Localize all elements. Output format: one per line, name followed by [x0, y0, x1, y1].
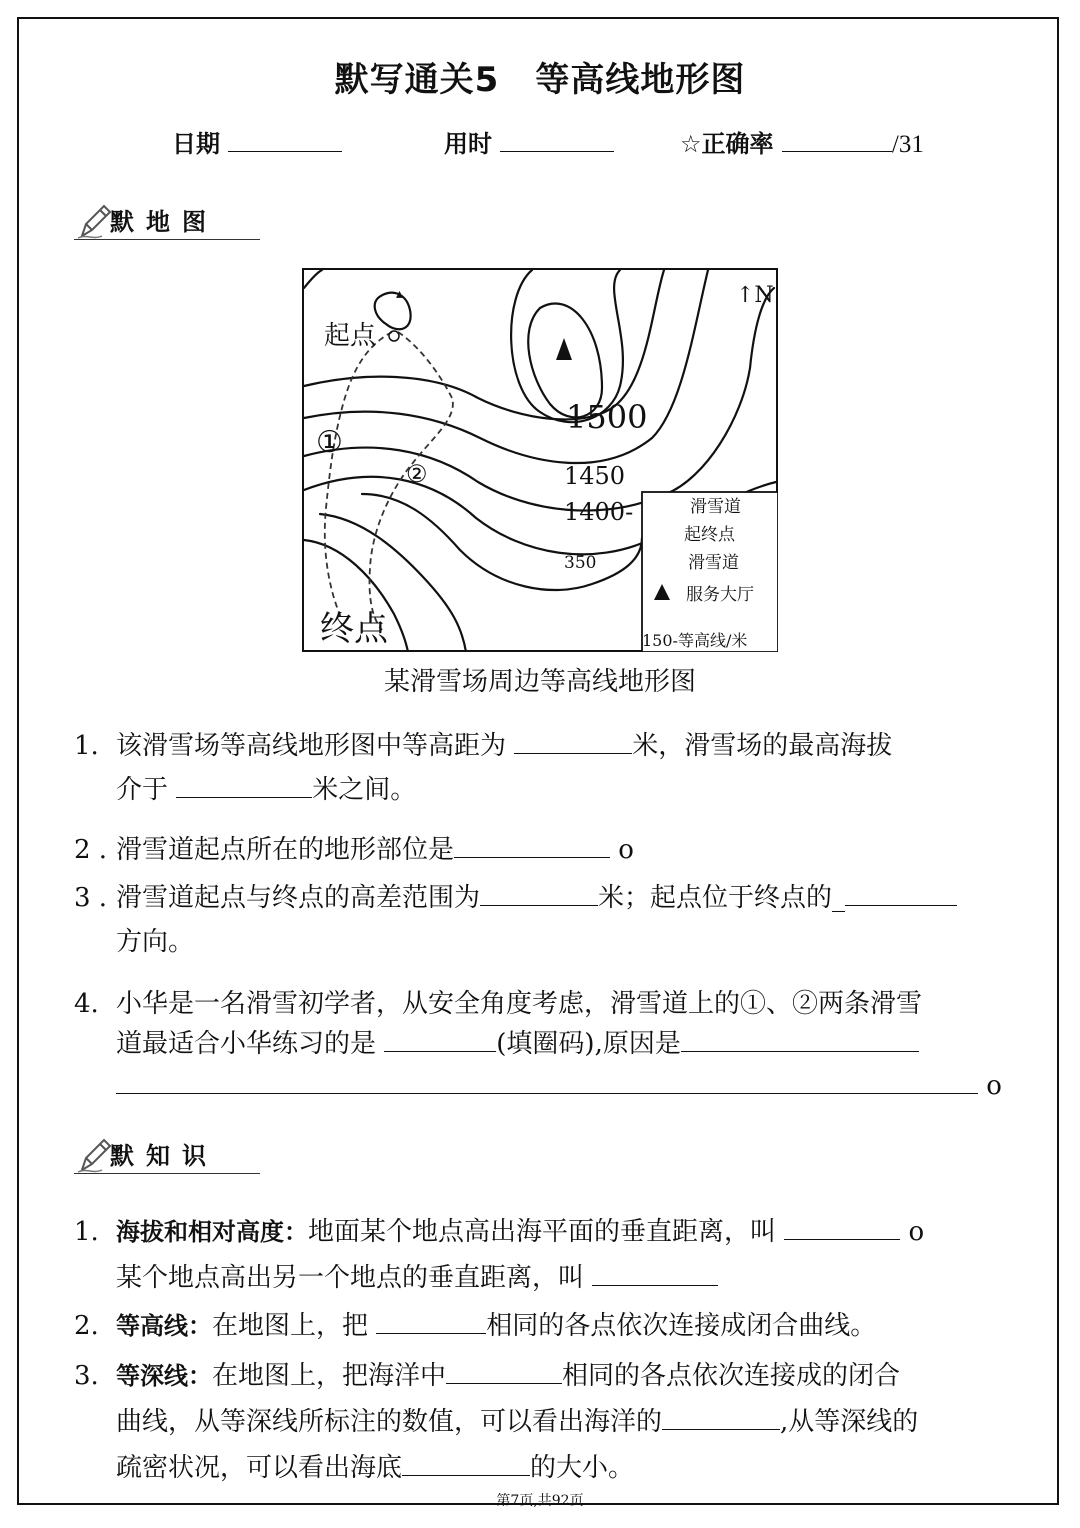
- time-field: [444, 124, 614, 159]
- question-2: [0, 828, 1080, 872]
- question-2-number: 2 .: [74, 835, 108, 865]
- question-4-end: o: [986, 1071, 1002, 1101]
- contour-label-1450: 1450: [564, 462, 626, 490]
- knowledge-2: [0, 1304, 1080, 1348]
- section-heading-map-label: 默地图: [110, 208, 218, 236]
- knowledge-3-text-a: 在地图上，把海洋中: [212, 1361, 447, 1391]
- knowledge-3-blank-2[interactable]: [662, 1403, 780, 1430]
- knowledge-2-text-a: 在地图上，把: [212, 1311, 369, 1341]
- question-2-blank[interactable]: [454, 831, 610, 858]
- knowledge-1-number: 1.: [74, 1217, 99, 1247]
- knowledge-3-blank-3[interactable]: [402, 1449, 530, 1476]
- knowledge-3-text-f: 的大小。: [530, 1453, 635, 1483]
- question-4-blank-2[interactable]: [681, 1025, 919, 1052]
- date-field: [172, 124, 342, 159]
- knowledge-3-text-b: 相同的各点依次连接成的闭合: [562, 1361, 901, 1391]
- knowledge-1-end: o: [908, 1217, 925, 1247]
- knowledge-1-text-a: 地面某个地点高出海平面的垂直距离，叫: [308, 1217, 777, 1247]
- title-part-2: 等高线地形图: [535, 60, 746, 100]
- question-1-text-a: 该滑雪场等高线地形图中等高距为: [116, 731, 507, 761]
- question-4-blank-1[interactable]: [384, 1025, 496, 1052]
- small-peak-mark: ▴: [396, 286, 404, 302]
- question-3-text-a: 滑雪道起点与终点的高差范围为: [116, 883, 481, 913]
- question-1-number: 1.: [74, 731, 99, 761]
- question-3-blank-2[interactable]: [845, 879, 957, 906]
- date-label: 日期: [172, 130, 220, 158]
- question-3: [0, 876, 1080, 966]
- knowledge-2-number: 2.: [74, 1311, 99, 1341]
- knowledge-1-text-b: 某个地点高出另一个地点的垂直距离，叫: [116, 1263, 585, 1293]
- legend-trail-line-1: 滑雪道: [690, 497, 741, 517]
- route-marker-2: ②: [406, 460, 428, 488]
- knowledge-1-blank-2[interactable]: [592, 1259, 718, 1286]
- contour-label-1400: 1400-: [564, 498, 634, 526]
- knowledge-3: [0, 1354, 1080, 1490]
- question-4-text-b: (填圈码),原因是: [496, 1029, 681, 1059]
- knowledge-1-blank-1[interactable]: [784, 1213, 900, 1240]
- start-label: 起点: [324, 321, 377, 351]
- knowledge-3-text-e: 疏密状况，可以看出海底: [116, 1453, 403, 1483]
- question-4-text-a: 道最适合小华练习的是: [116, 1029, 377, 1059]
- knowledge-2-text-b: 相同的各点依次连接成闭合曲线。: [486, 1311, 877, 1341]
- question-4-line-1: 小华是一名滑雪初学者，从安全角度考虑，滑雪道上的①、②两条滑雪: [116, 989, 923, 1019]
- accuracy-blank[interactable]: [782, 129, 892, 152]
- knowledge-3-blank-1[interactable]: [446, 1357, 562, 1384]
- question-1-text-d: 米之间。: [312, 775, 417, 805]
- knowledge-3-number: 3.: [74, 1361, 99, 1391]
- title-part-1: 默写通关5: [334, 60, 500, 100]
- section-heading-knowledge: [74, 1134, 260, 1174]
- question-3-text-b: 米；起点位于终点的_: [598, 883, 846, 913]
- knowledge-1-term: 海拔和相对高度：: [116, 1218, 308, 1246]
- time-label: 用时: [444, 130, 492, 158]
- section-heading-map-rule: [74, 239, 260, 240]
- knowledge-3-text-c: 曲线，从等深线所标注的数值，可以看出海洋的: [116, 1407, 663, 1437]
- question-3-number: 3 .: [74, 883, 108, 913]
- knowledge-2-term: 等高线：: [116, 1312, 212, 1340]
- map-caption: 某滑雪场周边等高线地形图: [383, 667, 696, 697]
- route-marker-1: ①: [316, 425, 343, 460]
- date-blank[interactable]: [228, 129, 342, 152]
- legend-contour-note: 150-等高线/米: [642, 631, 748, 650]
- question-1: [0, 724, 1080, 814]
- page-footer: 第7页,共92页: [496, 1493, 584, 1509]
- page-title: [0, 52, 1080, 101]
- question-4: [0, 982, 1080, 1118]
- section-heading-knowledge-rule: [74, 1173, 260, 1174]
- accuracy-field: [680, 124, 924, 159]
- section-heading-knowledge-label: 默知识: [110, 1142, 218, 1170]
- legend-service-hall: 服务大厅: [686, 585, 754, 605]
- question-1-blank-1[interactable]: [514, 727, 632, 754]
- question-4-number: 4.: [74, 989, 99, 1019]
- question-1-blank-2[interactable]: [176, 771, 312, 798]
- accuracy-total: /31: [891, 131, 924, 158]
- question-1-text-b: 米，滑雪场的最高海拔: [632, 731, 893, 761]
- knowledge-1: [0, 1210, 1080, 1300]
- contour-label-350: 350: [564, 553, 597, 573]
- accuracy-label: ☆正确率: [680, 130, 774, 158]
- knowledge-3-text-d: ,从等深线的: [780, 1407, 919, 1437]
- question-4-blank-3[interactable]: [116, 1067, 978, 1094]
- time-blank[interactable]: [500, 129, 614, 152]
- north-arrow: ↑N: [736, 283, 774, 308]
- knowledge-3-term: 等深线：: [116, 1362, 212, 1390]
- question-1-text-c: 介于: [116, 775, 169, 805]
- legend-start-end: 起终点: [684, 525, 735, 545]
- question-3-blank-1[interactable]: [480, 879, 598, 906]
- question-2-end: o: [618, 835, 634, 865]
- knowledge-2-blank[interactable]: [376, 1307, 486, 1334]
- question-3-text-c: 方向。: [116, 927, 195, 957]
- question-2-text: 滑雪道起点所在的地形部位是: [116, 835, 455, 865]
- contour-map: [302, 268, 778, 652]
- end-label: 终点: [320, 609, 388, 649]
- section-heading-map: [74, 200, 260, 240]
- contour-label-1500: 1500: [566, 398, 648, 436]
- legend-trail-line-2: 滑雪道: [688, 553, 739, 573]
